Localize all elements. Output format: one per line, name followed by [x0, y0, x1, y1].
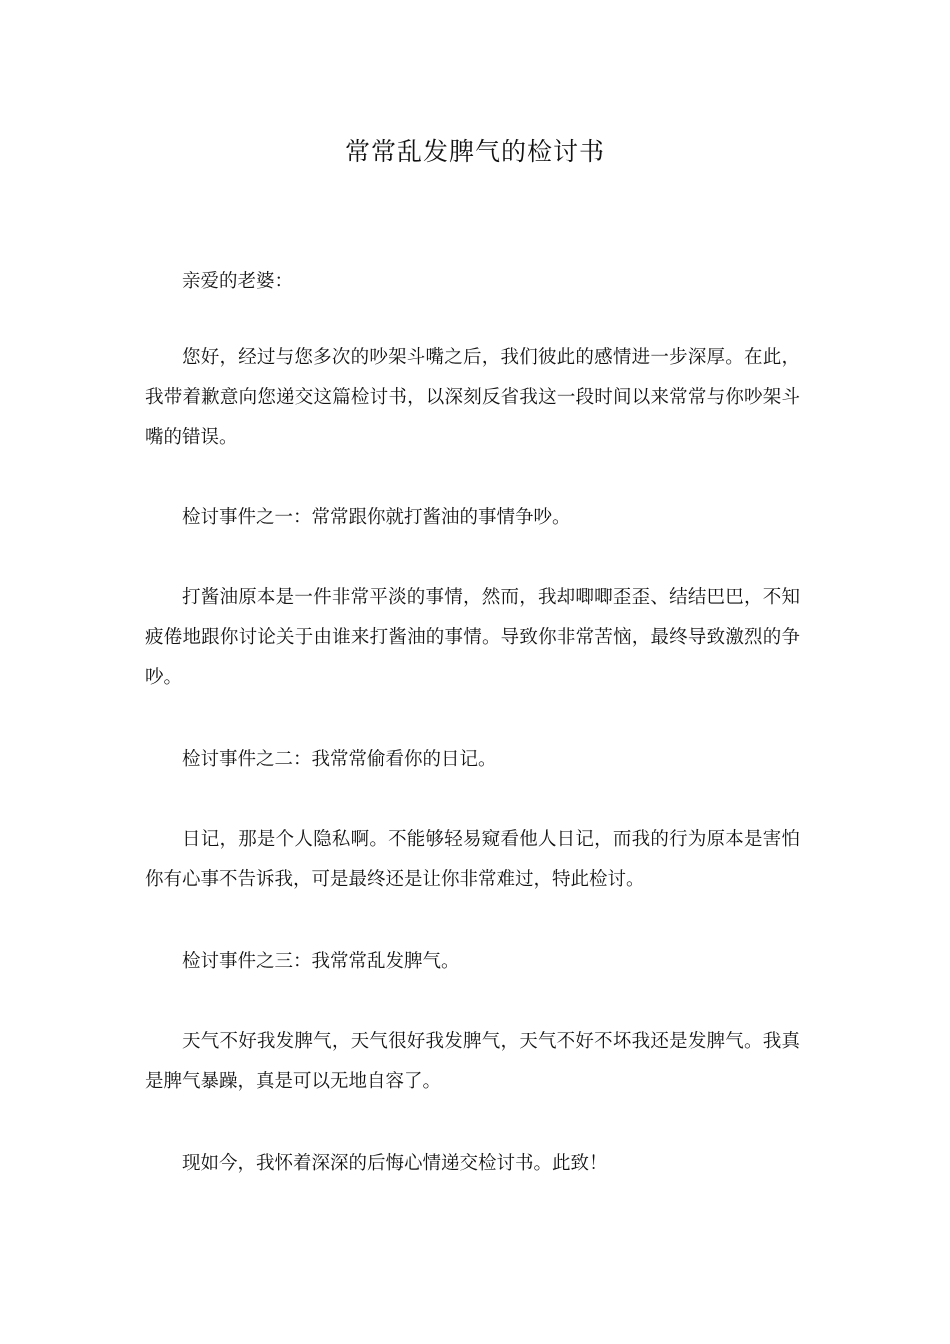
- paragraph-item-1: 打酱油原本是一件非常平淡的事情，然而，我却唧唧歪歪、结结巴巴，不知疲倦地跟你讨论关于由谁来打酱油的事情。导致你非常苦恼，最终导致激烈的争吵。: [145, 587, 800, 688]
- heading-item-1: 检讨事件之一：常常跟你就打酱油的事情争吵。: [182, 507, 571, 528]
- heading-item-3: 检讨事件之三：我常常乱发脾气。: [182, 951, 460, 972]
- document-title: 常常乱发脾气的检讨书: [344, 137, 605, 166]
- paragraph-item-3: 天气不好我发脾气，天气很好我发脾气，天气不好不坏我还是发脾气。我真是脾气暴躁，真是可以无地自容了。: [145, 1031, 800, 1092]
- paragraph-item-2: 日记，那是个人隐私啊。不能够轻易窥看他人日记，而我的行为原本是害怕你有心事不告诉我，可是最终还是让你非常难过，特此检讨。: [145, 829, 800, 890]
- closing-paragraph: 现如今，我怀着深深的后悔心情递交检讨书。此致！: [182, 1153, 608, 1174]
- salutation: 亲爱的老婆：: [182, 271, 294, 292]
- paragraph-intro: 您好，经过与您多次的吵架斗嘴之后，我们彼此的感情进一步深厚。在此，我带着歉意向您递交这篇检讨书，以深刻反省我这一段时间以来常常与你吵架斗嘴的错误。: [145, 347, 800, 448]
- heading-item-2: 检讨事件之二：我常常偷看你的日记。: [182, 749, 497, 770]
